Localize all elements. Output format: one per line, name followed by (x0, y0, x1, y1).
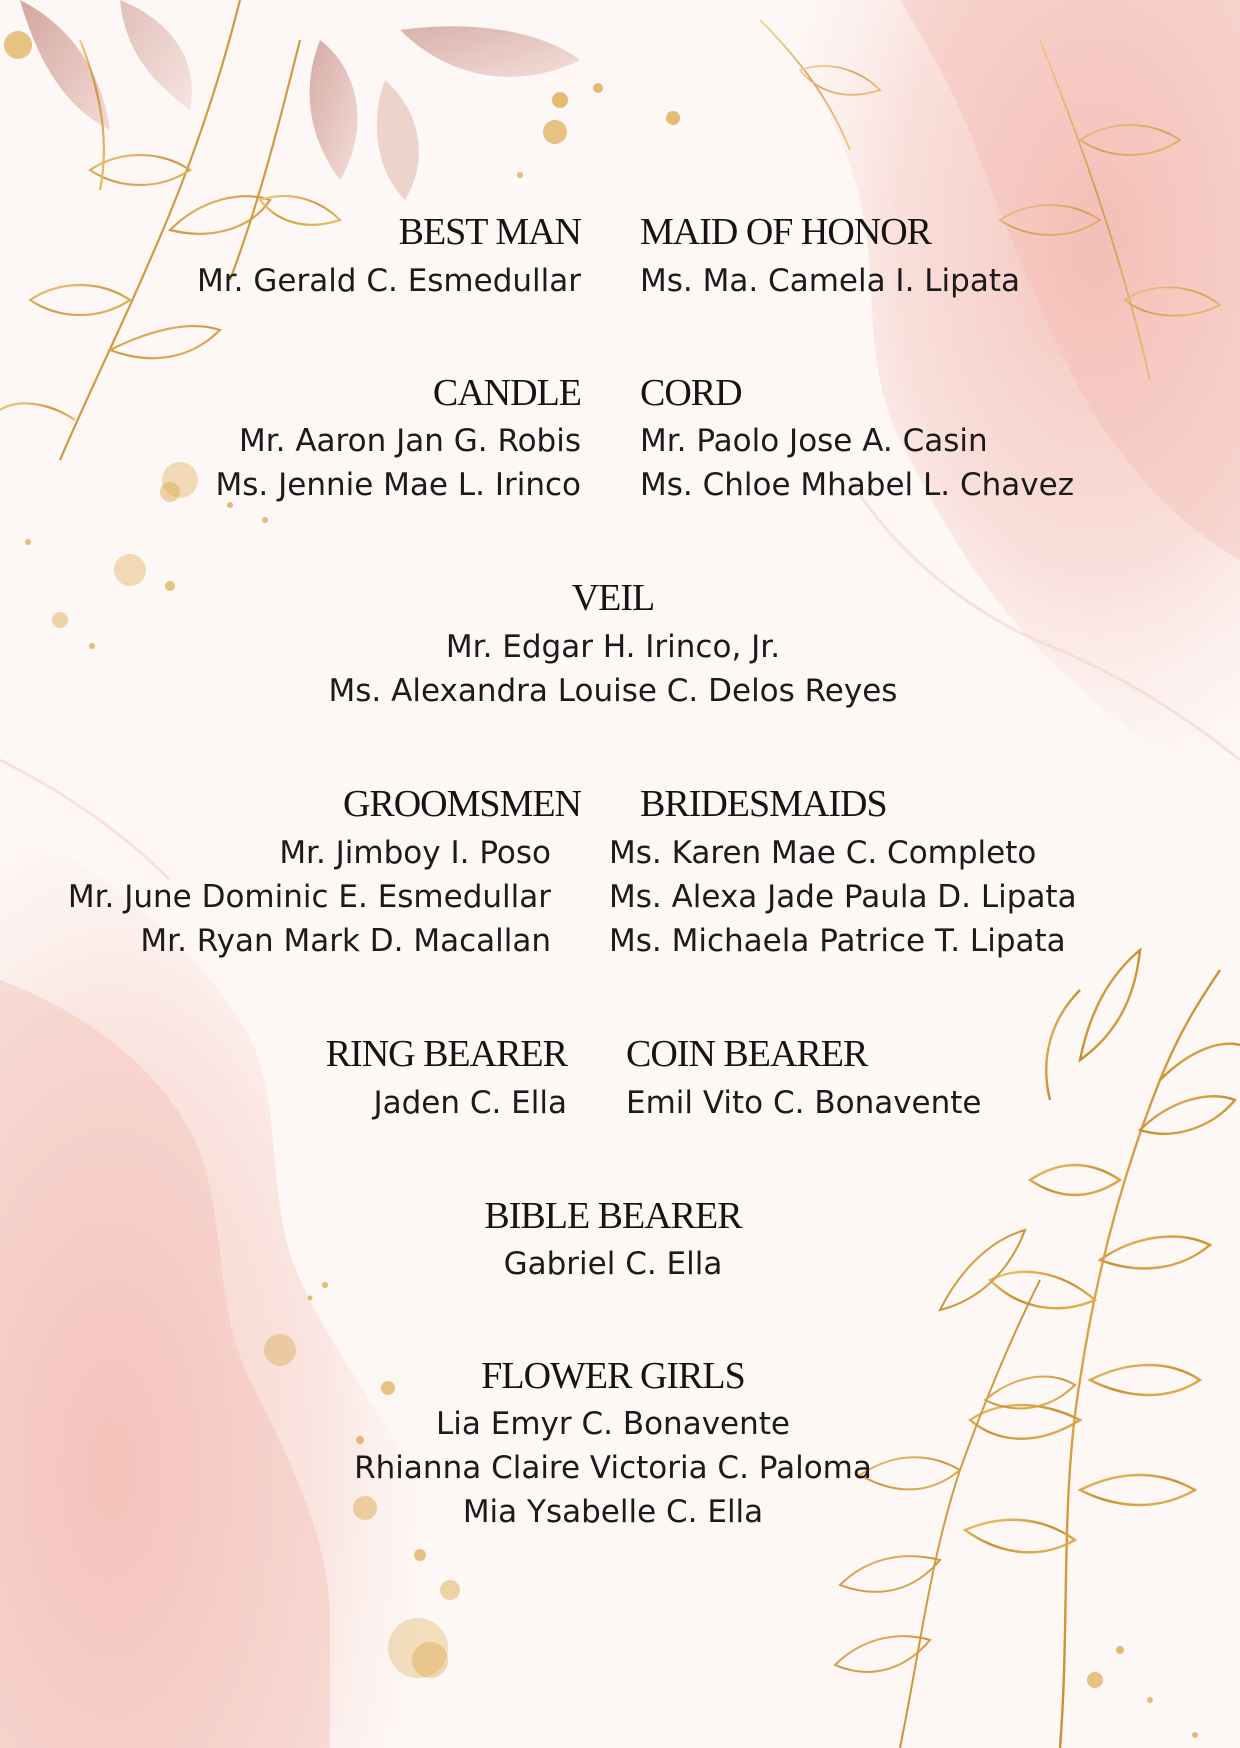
coin-bearer-name-1: Emil Vito C. Bonavente (626, 1085, 982, 1121)
bridesmaids-heading: BRIDESMAIDS (640, 783, 887, 825)
cord-name-2: Ms. Chloe Mhabel L. Chavez (640, 467, 1074, 503)
groomsmen-heading: GROOMSMEN (342, 783, 581, 825)
candle-heading: CANDLE (432, 372, 581, 414)
maid-of-honor-name-1: Ms. Ma. Camela I. Lipata (640, 263, 1020, 299)
cord-name-1: Mr. Paolo Jose A. Casin (640, 423, 988, 459)
bridesmaid-name-2: Ms. Alexa Jade Paula D. Lipata (609, 879, 1077, 915)
bible-bearer-name-1: Gabriel C. Ella (503, 1246, 723, 1282)
candle-name-2: Ms. Jennie Mae L. Irinco (215, 467, 581, 503)
veil-heading: VEIL (571, 577, 655, 619)
flower-girl-name-3: Mia Ysabelle C. Ella (462, 1494, 764, 1530)
best-man-name-1: Mr. Gerald C. Esmedullar (197, 263, 581, 299)
bible-bearer-heading: BIBLE BEARER (484, 1195, 742, 1237)
bridesmaid-name-3: Ms. Michaela Patrice T. Lipata (609, 923, 1066, 959)
bridesmaid-name-1: Ms. Karen Mae C. Completo (609, 835, 1037, 871)
veil-name-1: Mr. Edgar H. Irinco, Jr. (445, 629, 781, 665)
cord-heading: CORD (640, 372, 742, 414)
ring-bearer-name-1: Jaden C. Ella (373, 1085, 567, 1121)
ring-bearer-heading: RING BEARER (325, 1033, 567, 1075)
coin-bearer-heading: COIN BEARER (626, 1033, 868, 1075)
flower-girl-name-2: Rhianna Claire Victoria C. Paloma (354, 1450, 872, 1486)
veil-name-2: Ms. Alexandra Louise C. Delos Reyes (328, 673, 898, 709)
candle-name-1: Mr. Aaron Jan G. Robis (238, 423, 581, 459)
flower-girl-name-1: Lia Emyr C. Bonavente (436, 1406, 790, 1442)
groomsman-name-3: Mr. Ryan Mark D. Macallan (140, 923, 551, 959)
groomsman-name-1: Mr. Jimboy I. Poso (279, 835, 551, 871)
maid-of-honor-heading: MAID OF HONOR (640, 211, 932, 253)
best-man-heading: BEST MAN (398, 211, 581, 253)
flower-girls-heading: FLOWER GIRLS (481, 1355, 745, 1397)
groomsman-name-2: Mr. June Dominic E. Esmedullar (67, 879, 551, 915)
